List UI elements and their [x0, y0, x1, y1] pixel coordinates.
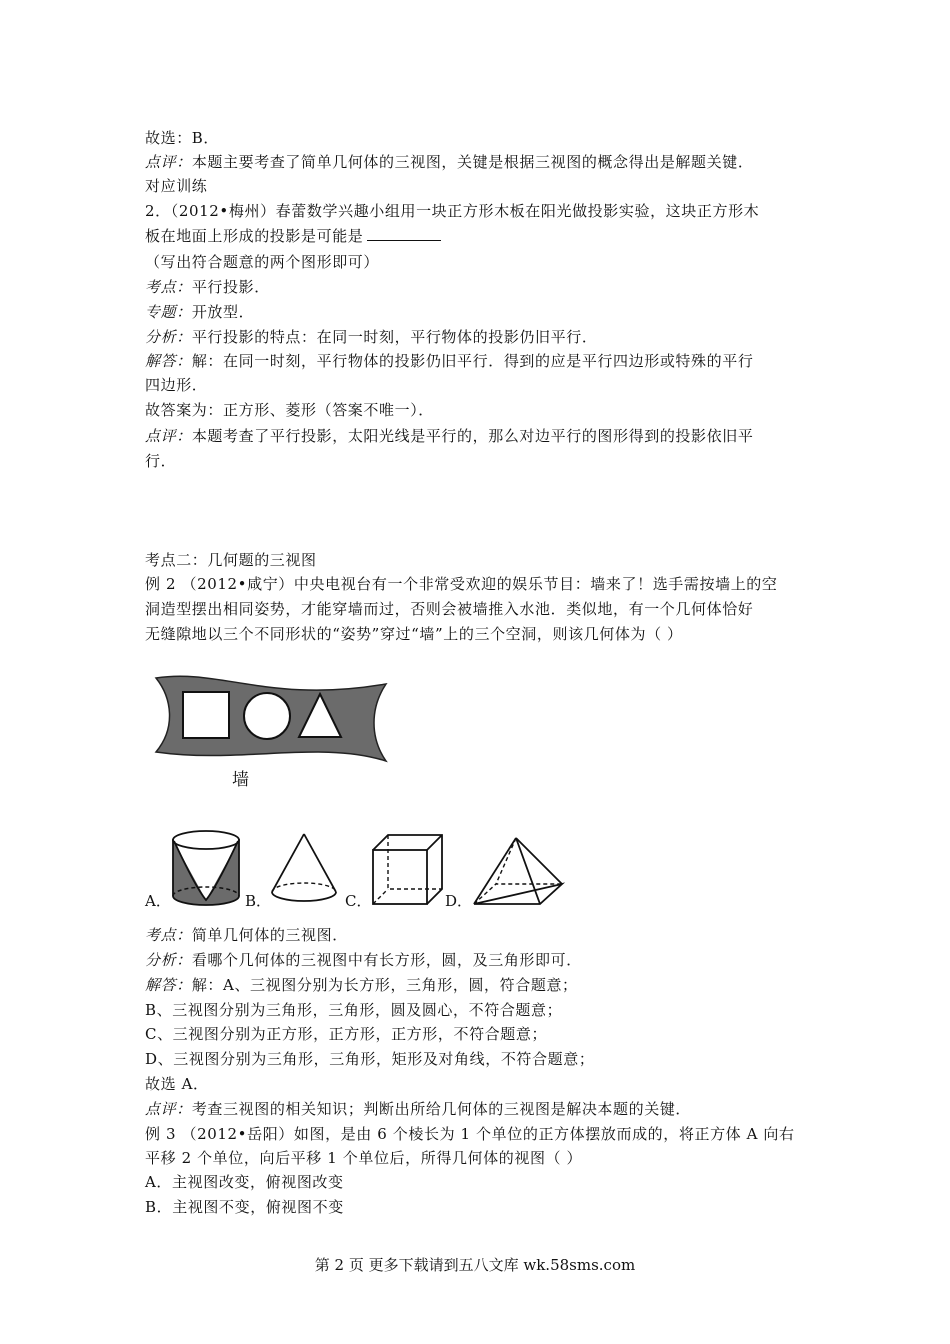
q2-jieda-cont: 四边形． [145, 376, 208, 394]
ex3-line2: 平移 2 个单位，向后平移 1 个单位后，所得几何体的视图（ ） [145, 1149, 583, 1167]
ex2-c-line: C、三视图分别为正方形，正方形，正方形，不符合题意； [145, 1025, 548, 1043]
kaodian-label: 考点： [145, 278, 192, 296]
ex2-dianping [145, 1099, 691, 1119]
zhuanti-text: 开放型． [191, 303, 255, 321]
ex2-kaodian-text: 简单几何体的三视图． [191, 926, 348, 944]
dianping-text1: 本题考查了平行投影，太阳光线是平行的，那么对边平行的图形得到的投影依旧平 [191, 427, 754, 445]
review-text: 本题主要考查了简单几何体的三视图，关键是根据三视图的概念得出是解题关键． [191, 153, 754, 171]
square-hole [183, 692, 229, 738]
ex2-dianping-text: 考查三视图的相关知识；判断出所给几何体的三视图是解决本题的关键． [191, 1100, 692, 1118]
option-a-figure [168, 828, 244, 910]
q2-line2-text: 板在地面上形成的投影是可能是 [145, 227, 364, 245]
ex2-choice: 故选 A． [145, 1075, 209, 1093]
fenxi-label: 分析： [145, 328, 192, 346]
ex2-line1: 例 2 （2012•咸宁）中央电视台有一个非常受欢迎的娱乐节目：墙来了！选手需按墙上的空 [145, 575, 778, 593]
ex3-line1: 例 3 （2012•岳阳）如图，是由 6 个棱长为 1 个单位的正方体摆放而成的，将正方体 A 向右 [145, 1125, 795, 1143]
ex3-option-a: A．主视图改变，俯视图改变 [145, 1173, 344, 1191]
option-b-figure [268, 830, 340, 908]
page-footer: 第 2 页 更多下载请到五八文库 wk.58sms.com [314, 1256, 636, 1274]
ex2-kaodian [145, 925, 348, 945]
fenxi-text: 平行投影的特点：在同一时刻，平行物体的投影仍旧平行． [191, 328, 598, 346]
practice-title: 对应训练 [145, 177, 208, 195]
q2-answer: 故答案为：正方形、菱形（答案不唯一）． [145, 401, 434, 419]
ex3-option-b: B．主视图不变，俯视图不变 [145, 1198, 344, 1216]
option-d-label: D． [445, 892, 473, 910]
option-c-figure [368, 830, 446, 908]
option-b-label: B． [245, 892, 272, 910]
jieda-label: 解答： [145, 352, 192, 370]
option-a-label: A． [145, 892, 171, 910]
review-line [145, 152, 753, 172]
q2-line2 [145, 226, 441, 246]
q2-fenxi [145, 327, 597, 347]
ex2-jieda-text: 解：A、三视图分别为长方形，三角形，圆，符合题意； [191, 976, 578, 994]
ex2-jieda [145, 975, 578, 995]
ex2-line3: 无缝隙地以三个不同形状的“姿势”穿过“墙”上的三个空洞，则该几何体为（ ） [145, 625, 683, 643]
section-title: 考点二：几何题的三视图 [145, 551, 317, 569]
dianping-label: 点评： [145, 427, 192, 445]
circle-hole [244, 693, 290, 739]
ex2-dianping-label: 点评： [145, 1100, 192, 1118]
ex2-line2: 洞造型摆出相同姿势，才能穿墙而过，否则会被墙推入水池．类似地，有一个几何体恰好 [145, 600, 754, 618]
choice-line: 故选：B． [145, 129, 220, 147]
q2-kaodian [145, 277, 270, 297]
review-label: 点评： [145, 153, 192, 171]
option-d-figure [470, 834, 566, 908]
q2-line1: 2．（2012•梅州）春蕾数学兴趣小组用一块正方形木板在阳光做投影实验，这块正方形木 [145, 202, 760, 220]
zhuanti-label: 专题： [145, 303, 192, 321]
ex2-fenxi-text: 看哪个几何体的三视图中有长方形，圆，及三角形即可． [191, 951, 582, 969]
answer-blank [367, 226, 441, 241]
q2-dianping [145, 426, 753, 446]
ex2-b-line: B、三视图分别为三角形，三角形，圆及圆心，不符合题意； [145, 1001, 563, 1019]
wall-label: 墙 [232, 770, 250, 790]
q2-line3: （写出符合题意的两个图形即可） [145, 253, 380, 271]
ex2-fenxi-label: 分析： [145, 951, 192, 969]
ex2-d-line: D、三视图分别为三角形，三角形，矩形及对角线，不符合题意； [145, 1050, 595, 1068]
wall-figure [150, 668, 390, 763]
q2-zhuanti [145, 302, 254, 322]
ex2-jieda-label: 解答： [145, 976, 192, 994]
ex2-kaodian-label: 考点： [145, 926, 192, 944]
q2-dianping-cont: 行． [145, 452, 177, 470]
kaodian-text: 平行投影． [191, 278, 270, 296]
ex2-fenxi [145, 950, 582, 970]
option-c-label: C． [345, 892, 372, 910]
q2-jieda [145, 351, 753, 371]
jieda-text1: 解：在同一时刻，平行物体的投影仍旧平行．得到的应是平行四边形或特殊的平行 [191, 352, 754, 370]
